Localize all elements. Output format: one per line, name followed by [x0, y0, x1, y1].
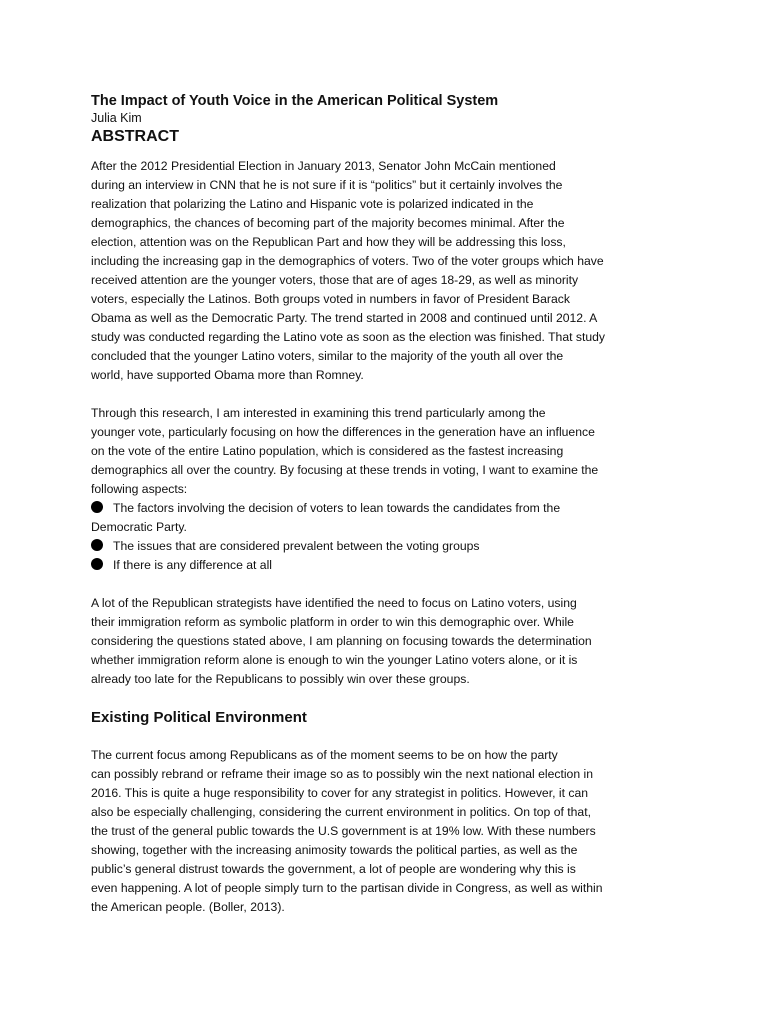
- document-title: The Impact of Youth Voice in the American Political System: [91, 93, 499, 109]
- text-line: the trust of the general public towards the U.S government is at 19% low. With these numbers: [91, 824, 596, 838]
- document-page: [91, 92, 681, 936]
- text-line: The current focus among Republicans as of the moment seems to be on how the party: [91, 748, 558, 762]
- abstract-heading: ABSTRACT: [91, 128, 179, 145]
- text-line: public’s general distrust towards the government, a lot of people are wondering why this is: [91, 862, 576, 876]
- text-line: on the vote of the entire Latino population, which is considered as the fastest increasing: [91, 444, 564, 458]
- text-line: concluded that the younger Latino voters, similar to the majority of the youth all over the: [91, 349, 564, 363]
- text-line: received attention are the younger voters, those that are of ages 18-29, as well as minority: [91, 273, 579, 287]
- abstract-paragraph-3: [91, 594, 681, 689]
- text-line: study was conducted regarding the Latino vote as soon as the election was finished. That study: [91, 330, 605, 344]
- text-line: their immigration reform as symbolic platform in order to win this demographic over. While: [91, 615, 574, 629]
- text-line: A lot of the Republican strategists have identified the need to focus on Latino voters, using: [91, 596, 577, 610]
- text-line: showing, together with the increasing animosity towards the political parties, as well as the: [91, 843, 578, 857]
- bullet-line: [91, 556, 681, 575]
- bullet-icon: [91, 558, 103, 570]
- section-heading: Existing Political Environment: [91, 709, 307, 726]
- text-line: realization that polarizing the Latino and Hispanic vote is polarized indicated in the: [91, 197, 534, 211]
- abstract-paragraph-1: [91, 157, 681, 385]
- text-line: election, attention was on the Republican Part and how they will be addressing this loss,: [91, 235, 566, 249]
- text-line: including the increasing gap in the demographics of voters. Two of the voter groups which have: [91, 254, 604, 268]
- text-line: also be especially challenging, considering the current environment in politics. On top of that,: [91, 805, 591, 819]
- text-line: 2016. This is quite a huge responsibility to cover for any strategist in politics. However, it can: [91, 786, 589, 800]
- text-line: Through this research, I am interested in examining this trend particularly among the: [91, 406, 546, 420]
- text-line: can possibly rebrand or reframe their image so as to possibly win the next national election in: [91, 767, 593, 781]
- author-name: Julia Kim: [91, 111, 142, 125]
- list-item-text: The issues that are considered prevalent between the voting groups: [113, 539, 480, 553]
- text-line: voters, especially the Latinos. Both groups voted in numbers in favor of President Barack: [91, 292, 570, 306]
- bullet-line: [91, 499, 681, 518]
- text-line: whether immigration reform alone is enough to win the younger Latino voters alone, or it is: [91, 653, 578, 667]
- text-line: After the 2012 Presidential Election in January 2013, Senator John McCain mentioned: [91, 159, 556, 173]
- bullet-icon: [91, 501, 103, 513]
- abstract-paragraph-2: [91, 404, 681, 499]
- text-line: already too late for the Republicans to possibly win over these groups.: [91, 672, 470, 686]
- text-line: younger vote, particularly focusing on how the differences in the generation have an influence: [91, 425, 595, 439]
- bullet-icon: [91, 539, 103, 551]
- list-item-continuation: Democratic Party.: [91, 520, 187, 534]
- list-item-text: If there is any difference at all: [113, 558, 272, 572]
- text-line: during an interview in CNN that he is not sure if it is “politics” but it certainly involves the: [91, 178, 563, 192]
- text-line: following aspects:: [91, 482, 188, 496]
- text-line: the American people. (Boller, 2013).: [91, 900, 285, 914]
- list-item-text: The factors involving the decision of voters to lean towards the candidates from the: [113, 501, 561, 515]
- text-line: Obama as well as the Democratic Party. The trend started in 2008 and continued until 2012. A: [91, 311, 598, 325]
- text-line: considering the questions stated above, I am planning on focusing towards the determination: [91, 634, 592, 648]
- list-item: [91, 537, 681, 556]
- text-line: even happening. A lot of people simply turn to the partisan divide in Congress, as well as within: [91, 881, 603, 895]
- bullet-line: [91, 537, 681, 556]
- text-line: demographics, the chances of becoming part of the majority becomes minimal. After the: [91, 216, 565, 230]
- text-line: world, have supported Obama more than Romney.: [91, 368, 364, 382]
- aspects-list: [91, 499, 681, 575]
- list-item: [91, 556, 681, 575]
- environment-paragraph: [91, 746, 681, 917]
- list-item: [91, 499, 681, 537]
- text-line: demographics all over the country. By focusing at these trends in voting, I want to examine the: [91, 463, 599, 477]
